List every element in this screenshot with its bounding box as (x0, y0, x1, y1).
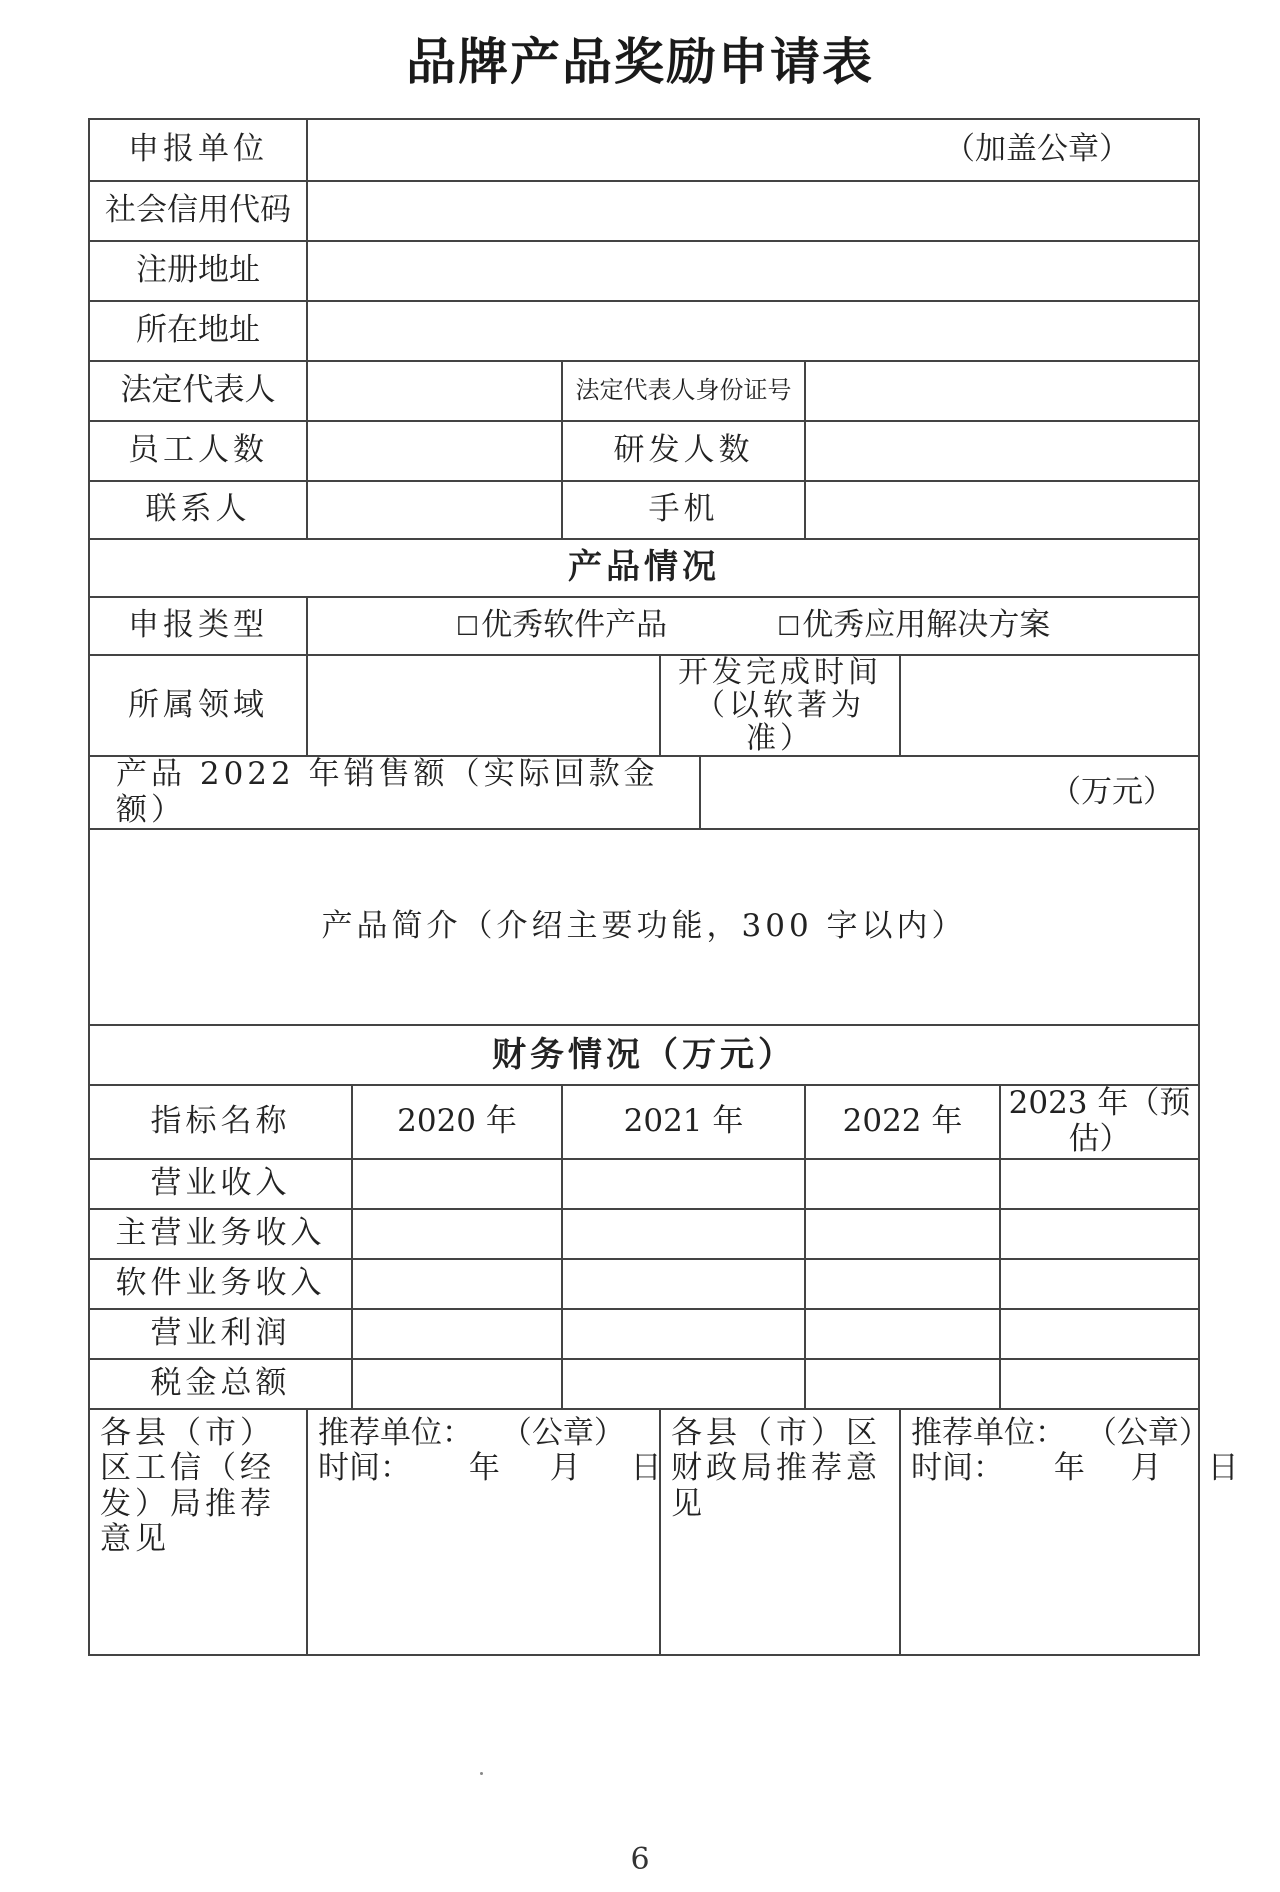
finance-cell[interactable] (1000, 1309, 1199, 1359)
dev-time-label: 开发完成时间（以软著为准） (660, 655, 900, 756)
option-software-product-label: 优秀软件产品 (481, 607, 668, 644)
legal-rep-id-label: 法定代表人身份证号 (562, 361, 805, 421)
row-credit-code (89, 181, 1199, 241)
finance-cell[interactable] (805, 1159, 1000, 1209)
application-form (88, 118, 1239, 1656)
row-recommendations (89, 1409, 1199, 1655)
row-legal-rep (89, 361, 1199, 421)
recommend-unit-line (911, 1414, 1210, 1452)
rd-staff-label: 研发人数 (562, 421, 805, 481)
contact-label: 联系人 (89, 481, 307, 539)
legal-rep-id-field[interactable] (805, 361, 1199, 421)
row-intro (89, 829, 1199, 1025)
recommend-year: 年 (1053, 1450, 1085, 1487)
recommend-day: 日 (1207, 1450, 1239, 1487)
finance-cell[interactable] (352, 1209, 562, 1259)
applicant-label: 申报单位 (89, 119, 307, 181)
row-contact (89, 481, 1199, 539)
recommend-year: 年 (468, 1450, 500, 1487)
checkbox-icon[interactable]: ☐ (455, 612, 480, 643)
row-registered-address (89, 241, 1199, 301)
credit-code-field[interactable] (307, 181, 1199, 241)
finance-cell[interactable] (352, 1309, 562, 1359)
dev-time-field[interactable] (900, 655, 1199, 756)
row-finance-section (89, 1025, 1199, 1085)
finance-row-label: 主营业务收入 (89, 1209, 352, 1259)
recommend-time-line (318, 1450, 662, 1487)
finance-cell[interactable] (562, 1259, 805, 1309)
recommend-month: 月 (1130, 1450, 1162, 1487)
finance-cell[interactable] (805, 1259, 1000, 1309)
finance-cell[interactable] (352, 1259, 562, 1309)
county-finance-label-text: 各县（市）区财政局推荐意见 (671, 1414, 881, 1522)
recommend-unit-label: 推荐单位： (318, 1414, 473, 1451)
finance-cell[interactable] (562, 1309, 805, 1359)
finance-header-indicator: 指标名称 (89, 1085, 352, 1158)
county-it-label-text: 各县（市）区工信（经发）局推荐意见 (100, 1414, 275, 1558)
row-application-type (89, 597, 1199, 655)
recommend-month: 月 (549, 1450, 581, 1487)
page-number: 6 (630, 1842, 650, 1877)
finance-cell[interactable] (352, 1359, 562, 1409)
table-row (89, 1209, 1199, 1259)
field-label: 所属领域 (89, 655, 307, 756)
recommend-day: 日 (630, 1450, 662, 1487)
table-row (89, 1309, 1199, 1359)
row-sales (89, 756, 1199, 829)
finance-header-2023: 2023 年（预估） (1000, 1085, 1199, 1158)
recommend-time-label: 时间： (911, 1450, 1004, 1487)
registered-address-field[interactable] (307, 241, 1199, 301)
recommend-unit-label: 推荐单位： (911, 1414, 1066, 1451)
product-section-title: 产品情况 (89, 539, 1199, 597)
county-it-label (89, 1409, 307, 1655)
finance-row-label: 软件业务收入 (89, 1259, 352, 1309)
rd-staff-field[interactable] (805, 421, 1199, 481)
location-label: 所在地址 (89, 301, 307, 361)
finance-header-row (89, 1085, 1199, 1158)
scan-dot (480, 1772, 483, 1775)
finance-cell[interactable] (352, 1159, 562, 1209)
sales-label: 产品 2022 年销售额（实际回款金额） (89, 756, 700, 829)
sales-field[interactable] (700, 756, 1199, 829)
option-solution[interactable] (777, 607, 1050, 643)
recommend-time-label: 时间： (318, 1450, 411, 1487)
row-product-section (89, 539, 1199, 597)
finance-cell[interactable] (1000, 1159, 1199, 1209)
finance-row-label: 营业利润 (89, 1309, 352, 1359)
row-employees (89, 421, 1199, 481)
option-software-product[interactable] (456, 607, 667, 643)
finance-header-2020: 2020 年 (352, 1085, 562, 1158)
table-row (89, 1259, 1199, 1309)
credit-code-label: 社会信用代码 (89, 181, 307, 241)
finance-header-2022: 2022 年 (805, 1085, 1000, 1158)
county-finance-opinion[interactable] (900, 1409, 1239, 1655)
finance-section-title: 财务情况（万元） (89, 1025, 1199, 1085)
employees-field[interactable] (307, 421, 562, 481)
table-row (89, 1159, 1199, 1209)
recommend-seal: （公章） (1085, 1414, 1210, 1451)
recommend-time-line (911, 1450, 1239, 1487)
checkbox-icon[interactable]: ☐ (776, 612, 801, 643)
finance-cell[interactable] (805, 1309, 1000, 1359)
application-type-label: 申报类型 (89, 597, 307, 655)
mobile-label: 手机 (562, 481, 805, 539)
finance-cell[interactable] (1000, 1209, 1199, 1259)
finance-cell[interactable] (805, 1359, 1000, 1409)
option-solution-label: 优秀应用解决方案 (802, 607, 1051, 644)
field-value[interactable] (307, 655, 660, 756)
finance-cell[interactable] (562, 1159, 805, 1209)
applicant-field[interactable] (307, 119, 1199, 181)
intro-label: 产品简介（介绍主要功能，300 字以内） (321, 908, 967, 945)
employees-label: 员工人数 (89, 421, 307, 481)
application-type-options (307, 597, 1199, 655)
page-title: 品牌产品奖励申请表 (406, 32, 874, 91)
sales-unit: （万元） (1050, 773, 1175, 810)
legal-rep-label: 法定代表人 (89, 361, 307, 421)
county-it-opinion[interactable] (307, 1409, 660, 1655)
finance-cell[interactable] (562, 1209, 805, 1259)
contact-field[interactable] (307, 481, 562, 539)
row-applicant (89, 119, 1199, 181)
finance-header-2021: 2021 年 (562, 1085, 805, 1158)
intro-field[interactable] (89, 829, 1199, 1025)
mobile-field[interactable] (805, 481, 1199, 539)
table-row (89, 1359, 1199, 1409)
finance-cell[interactable] (1000, 1359, 1199, 1409)
finance-cell[interactable] (1000, 1259, 1199, 1309)
recommend-unit-line (318, 1416, 649, 1452)
finance-cell[interactable] (562, 1359, 805, 1409)
county-finance-label (660, 1409, 900, 1655)
registered-address-label: 注册地址 (89, 241, 307, 301)
finance-row-label: 营业收入 (89, 1159, 352, 1209)
row-field-devtime (89, 655, 1199, 756)
legal-rep-field[interactable] (307, 361, 562, 421)
finance-cell[interactable] (805, 1209, 1000, 1259)
row-location (89, 301, 1199, 361)
finance-row-label: 税金总额 (89, 1359, 352, 1409)
recommend-seal: （公章） (500, 1414, 625, 1451)
applicant-seal-note: （加盖公章） (944, 131, 1131, 168)
location-field[interactable] (307, 301, 1199, 361)
